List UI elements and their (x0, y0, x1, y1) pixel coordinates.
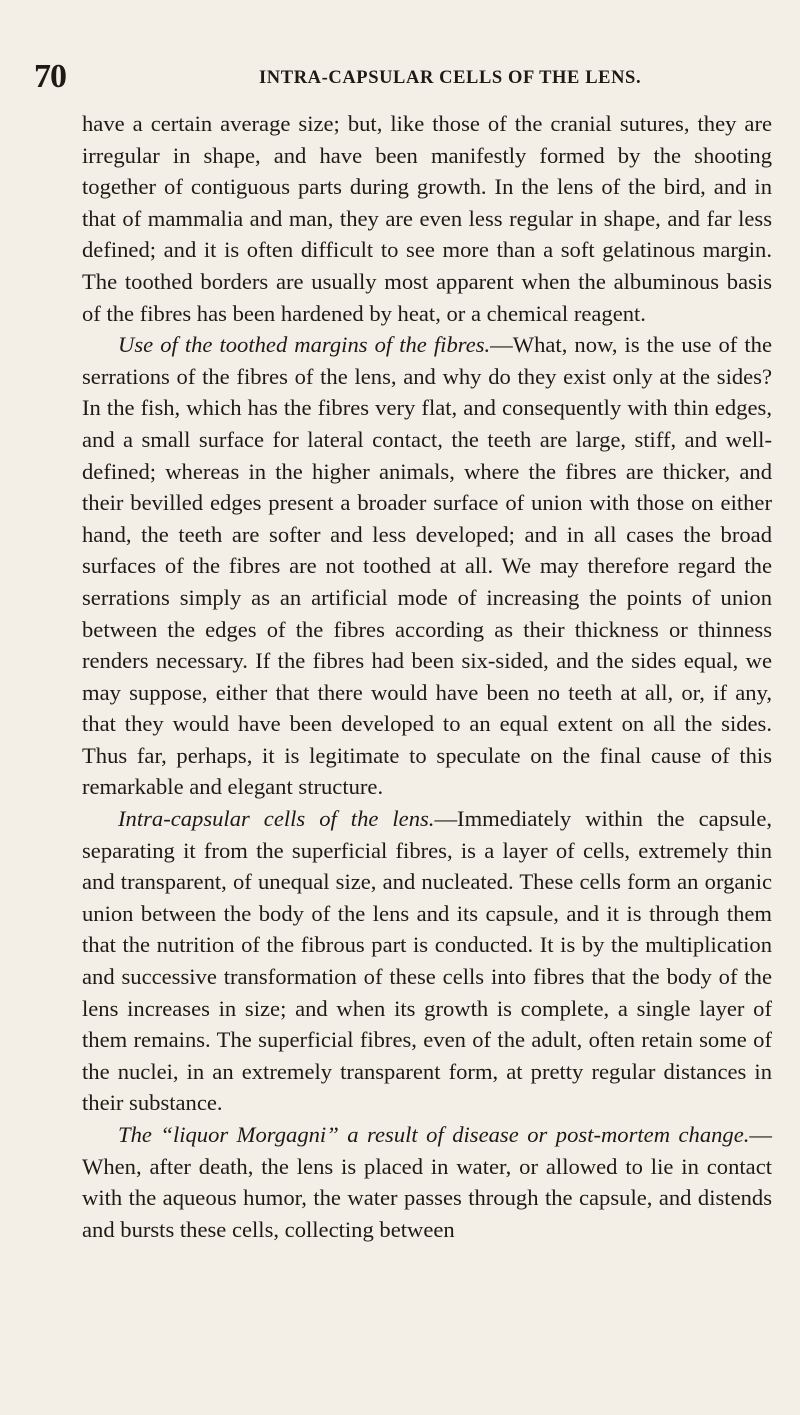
page-number: 70 (34, 58, 66, 95)
paragraph-heading: Intra-capsular cells of the lens. (118, 806, 435, 832)
paragraph-text: —Immediately within the capsule, separating it from the superficial fibres, is a layer of cells, extremely thin and transparent, of unequal size, and nucleated. These cells form an organic union between the body of the lens and its capsule, and it is through them that the nutrition of the fibrous part is conducted. It is by the multiplication and successive transformation of these cells into fibres that the body of the lens increases in size; and when its growth is complete, a single layer of them remains. The superficial fibres, even of the adult, often retain some of the nuclei, in an extremely transparent form, at pretty regular distances in their substance. (82, 806, 772, 1116)
running-head: INTRA-CAPSULAR CELLS OF THE LENS. (259, 68, 642, 88)
body-text (82, 108, 772, 1245)
paragraph-use-of-toothed-margins (82, 329, 772, 803)
paragraph-text: —What, now, is the use of the serrations of the fibres of the lens, and why do they exist only at the sides? In the fish, which has the fibres very flat, and consequently with thin edges, and a small surface for lateral contact, the teeth are large, stiff, and well-defined; whereas in the higher animals, where the fibres are thicker, and their bevilled edges present a broader surface of union with those on either hand, the teeth are softer and less developed; and in all cases the broad surfaces of the fibres are not toothed at all. We may therefore regard the serrations simply as an artificial mode of increasing the points of union between the edges of the fibres according as their thickness or thinness renders necessary. If the fibres had been six-sided, and the sides equal, we may suppose, either that there would have been no teeth at all, or, if any, that they would have been developed to an equal extent on all the sides. Thus far, perhaps, it is legitimate to speculate on the final cause of this remarkable and elegant structure. (82, 332, 772, 800)
paragraph-heading: Use of the toothed margins of the fibres. (118, 332, 491, 358)
paragraph-intra-capsular-cells (82, 803, 772, 1119)
paragraph-text: —When, after death, the lens is placed in water, or allowed to lie in contact with the aqueous humor, the water passes through the capsule, and distends and bursts these cells, collecting between (82, 1122, 772, 1242)
paragraph-text: have a certain average size; but, like those of the cranial sutures, they are irregular in shape, and have been manifestly formed by the shooting together of contiguous parts during growth. In the lens of the bird, and in that of mammalia and man, they are even less regular in shape, and far less defined; and it is often difficult to see more than a soft gelatinous margin. The toothed borders are usually most apparent when the albuminous basis of the fibres has been hardened by heat, or a chemical reagent. (82, 111, 772, 326)
paragraph-heading: The “liquor Morgagni” a result of disease or post-mortem change. (118, 1122, 750, 1147)
page-header (34, 58, 760, 98)
paragraph-continued (82, 108, 772, 329)
paragraph-liquor-morgagni (82, 1119, 772, 1245)
